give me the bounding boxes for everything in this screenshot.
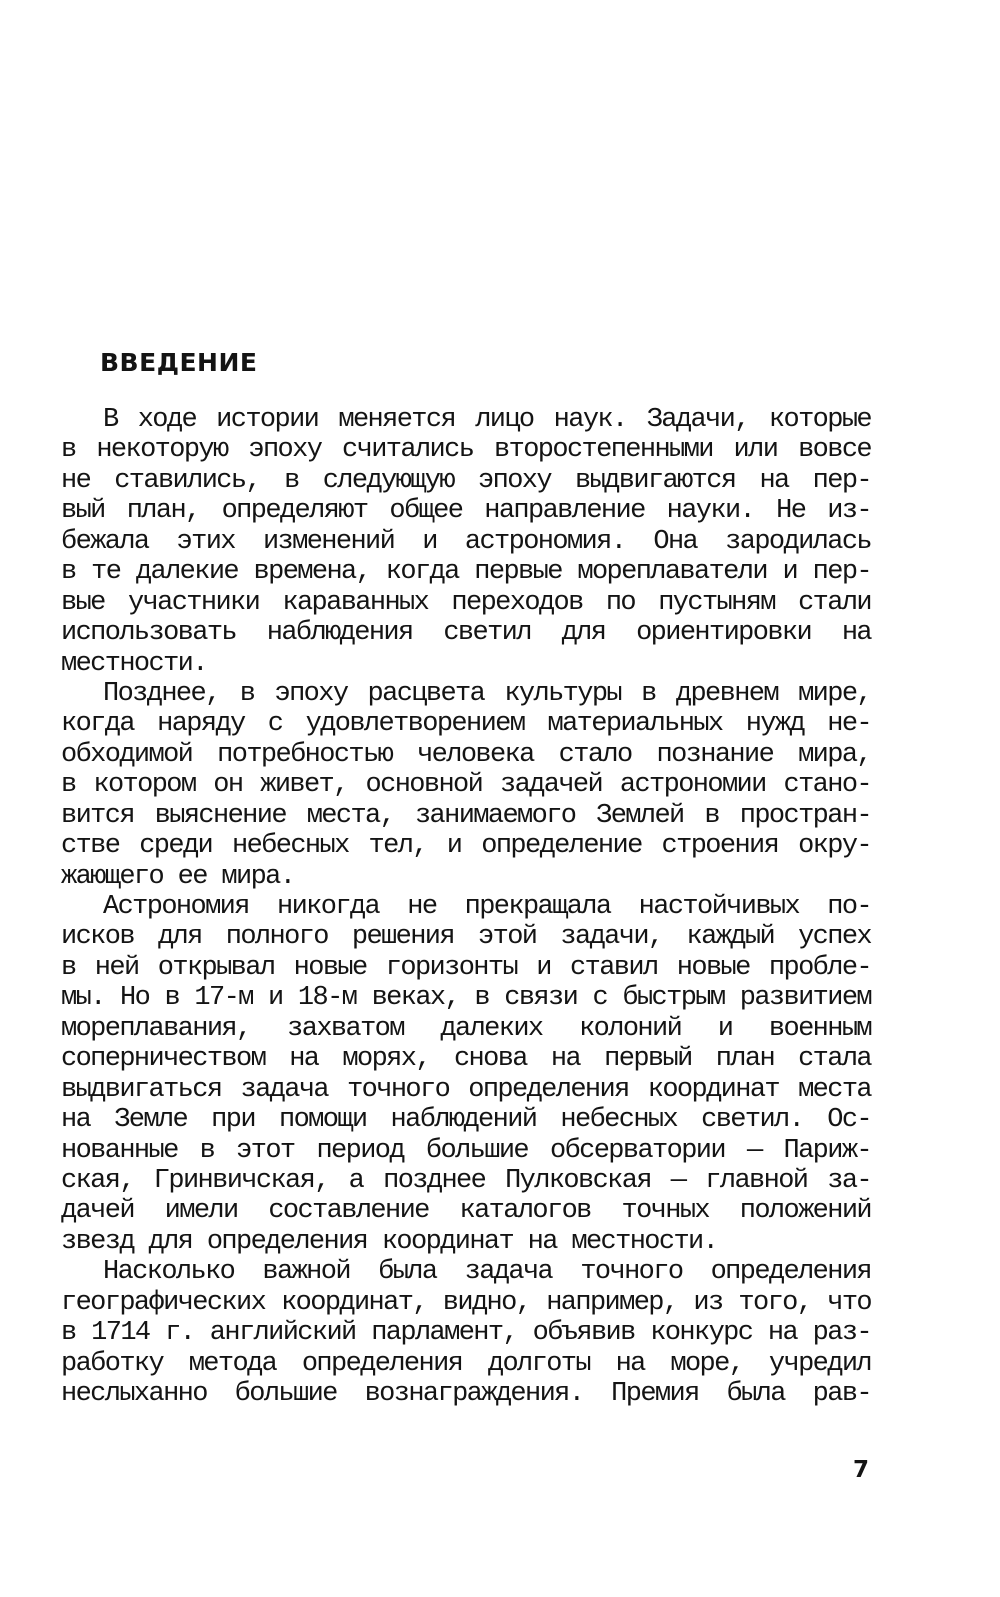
text-line: соперничеством на морях, снова на первый план стала: [61, 1044, 871, 1075]
text-line: географических координат, видно, например, из того, что: [61, 1287, 871, 1318]
text-line: вый план, определяют общее направление науки. Не из-: [61, 496, 871, 527]
text-line: В ходе истории меняется лицо наук. Задачи, которые: [103, 405, 871, 435]
text-line: в некоторую эпоху считались второстепенными или вовсе: [61, 435, 871, 466]
text-line: в котором он живет, основной задачей астрономии стано-: [61, 770, 871, 801]
text-line: звезд для определения координат на местности.: [61, 1226, 718, 1257]
text-line: исков для полного решения этой задачи, каждый успех: [61, 922, 871, 953]
text-line: ская, Гринвичская, а позднее Пулковская — главной за-: [61, 1165, 871, 1196]
text-line: использовать наблюдения светил для ориентировки на: [61, 618, 871, 649]
body-text: [61, 405, 871, 1409]
text-line: в те далекие времена, когда первые мореплаватели и пер-: [61, 557, 871, 588]
text-line: работку метода определения долготы на море, учредил: [61, 1348, 871, 1379]
text-line: на Земле при помощи наблюдений небесных светил. Ос-: [61, 1105, 871, 1136]
text-line: дачей имели составление каталогов точных положений: [61, 1196, 871, 1227]
text-line: Астрономия никогда не прекращала настойчивых по-: [103, 892, 871, 922]
text-line: бежала этих изменений и астрономия. Она зародилась: [61, 526, 871, 557]
text-line: когда наряду с удовлетворением материальных нужд не-: [61, 709, 871, 740]
page-number: 7: [853, 1457, 870, 1483]
text-line: в 1714 г. английский парламент, объявив конкурс на раз-: [61, 1318, 871, 1349]
text-line: вится выяснение места, занимаемого Землей в простран-: [61, 800, 871, 831]
chapter-heading: ВВЕДЕНИЕ: [100, 348, 258, 377]
paragraph-1: [61, 405, 871, 679]
text-line: нованные в этот период большие обсерватории — Париж-: [61, 1135, 871, 1166]
text-line: стве среди небесных тел, и определение строения окру-: [61, 831, 871, 862]
text-line: вые участники караванных переходов по пустыням стали: [61, 587, 871, 618]
text-line: жающего ее мира.: [61, 861, 295, 892]
text-line: мореплавания, захватом далеких колоний и военным: [61, 1013, 871, 1044]
paragraph-2: [61, 679, 871, 892]
paragraph-4: [61, 1257, 871, 1409]
text-line: неслыханно большие вознаграждения. Премия была рав-: [61, 1379, 871, 1409]
paragraph-3: [61, 892, 871, 1257]
text-line: обходимой потребностью человека стало познание мира,: [61, 739, 871, 770]
text-line: местности.: [61, 648, 207, 679]
text-line: Позднее, в эпоху расцвета культуры в древнем мире,: [103, 678, 871, 709]
text-line: выдвигаться задача точного определения координат места: [61, 1074, 871, 1105]
text-line: не ставились, в следующую эпоху выдвигаются на пер-: [61, 465, 871, 496]
text-line: Насколько важной была задача точного определения: [103, 1257, 871, 1288]
text-line: мы. Но в 17-м и 18-м веках, в связи с быстрым развитием: [61, 983, 871, 1014]
text-line: в ней открывал новые горизонты и ставил новые пробле-: [61, 952, 871, 983]
